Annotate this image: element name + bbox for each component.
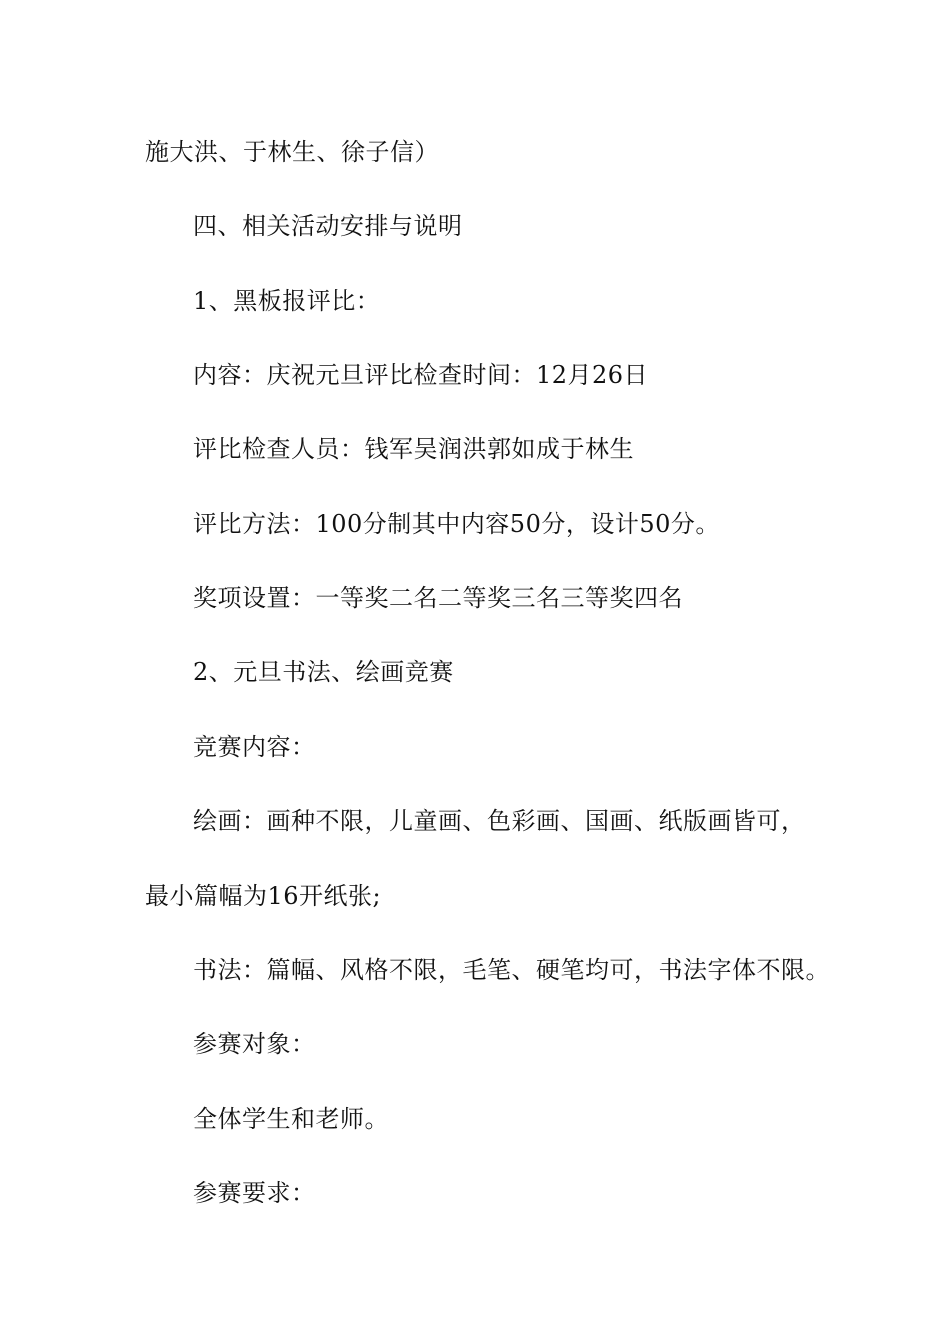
item-heading-1: 1、黑板报评比：: [193, 287, 381, 315]
text-line-method: 评比方法：100分制其中内容50分，设计50分。: [193, 510, 720, 538]
section-heading-4: 四、相关活动安排与说明: [193, 212, 463, 240]
text-line-competition-content: 竞赛内容：: [193, 733, 316, 761]
item-heading-2: 2、元旦书法、绘画竞赛: [193, 658, 454, 686]
text-line-1: 施大洪、于林生、徐子信）: [145, 138, 439, 166]
text-line-requirements-heading: 参赛要求：: [193, 1179, 316, 1207]
text-line-participants: 全体学生和老师。: [193, 1105, 389, 1133]
text-line-participants-heading: 参赛对象：: [193, 1030, 316, 1058]
text-line-awards: 奖项设置：一等奖二名二等奖三名三等奖四名: [193, 584, 683, 612]
text-line-inspectors: 评比检查人员：钱军吴润洪郭如成于林生: [193, 435, 634, 463]
text-line-content: 内容：庆祝元旦评比检查时间：12月26日: [193, 361, 649, 389]
text-line-painting: 绘画：画种不限，儿童画、色彩画、国画、纸版画皆可，: [193, 807, 806, 835]
text-line-painting-continued: 最小篇幅为16开纸张;: [145, 882, 382, 910]
text-line-calligraphy: 书法：篇幅、风格不限，毛笔、硬笔均可，书法字体不限。: [193, 956, 830, 984]
